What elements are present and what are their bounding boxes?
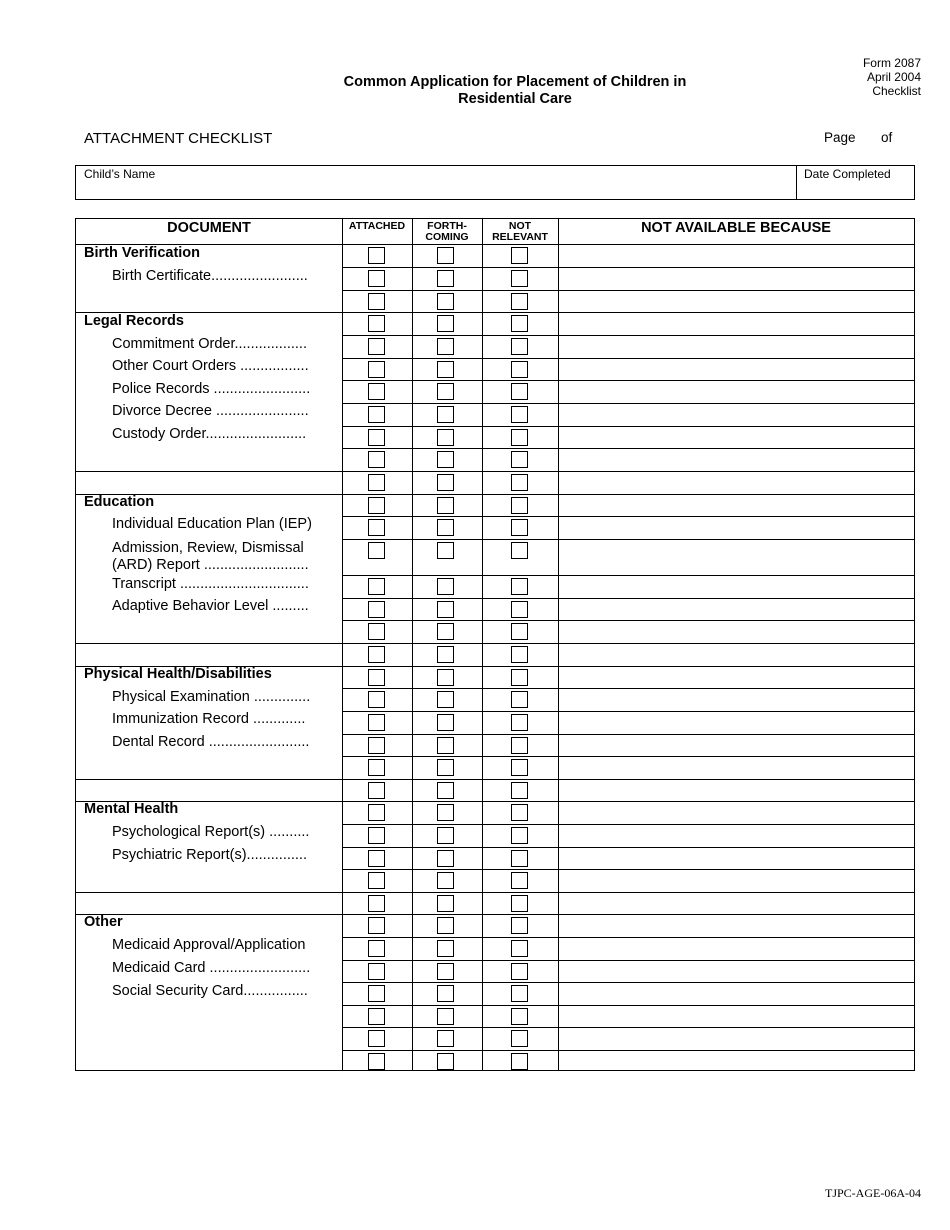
document-item: Dental Record ......................... (112, 734, 310, 750)
header-attached: ATTACHED (348, 220, 406, 232)
document-item: Commitment Order.................. (112, 336, 307, 352)
document-item: (ARD) Report .......................... (112, 557, 309, 573)
not-available-reason-field[interactable] (559, 359, 914, 379)
forthcoming-checkbox[interactable] (437, 1030, 454, 1047)
attached-checkbox[interactable] (368, 623, 385, 640)
document-item: Other Court Orders ................. (112, 358, 309, 374)
attached-checkbox[interactable] (368, 917, 385, 934)
not-available-reason-field[interactable] (559, 449, 914, 469)
not-available-reason-field[interactable] (559, 404, 914, 424)
not-available-reason-field[interactable] (559, 621, 914, 641)
attached-checkbox[interactable] (368, 1053, 385, 1070)
not-available-reason-field[interactable] (559, 780, 914, 800)
attached-checkbox[interactable] (368, 338, 385, 355)
not-available-reason-field[interactable] (559, 540, 914, 560)
attached-checkbox[interactable] (368, 1030, 385, 1047)
document-item: Psychiatric Report(s)............... (112, 847, 307, 863)
header-document: DOCUMENT (167, 220, 251, 236)
document-item: Adaptive Behavior Level ......... (112, 598, 309, 614)
not-available-reason-field[interactable] (559, 472, 914, 492)
not-relevant-checkbox[interactable] (511, 247, 528, 264)
header-not-relevant-line2: RELEVANT (492, 231, 548, 243)
not-available-reason-field[interactable] (559, 712, 914, 732)
document-item: Medicaid Card ......................... (112, 960, 311, 976)
document-item: Social Security Card................ (112, 983, 308, 999)
attached-checkbox[interactable] (368, 519, 385, 536)
not-available-reason-field[interactable] (559, 336, 914, 356)
checklist-title: ATTACHMENT CHECKLIST (84, 130, 273, 147)
attached-checkbox[interactable] (368, 759, 385, 776)
child-name-field[interactable]: Child’s Name (84, 167, 156, 181)
document-item: Divorce Decree ....................... (112, 403, 309, 419)
not-relevant-checkbox[interactable] (511, 601, 528, 618)
not-available-reason-field[interactable] (559, 735, 914, 755)
header-not-available-because: NOT AVAILABLE BECAUSE (641, 220, 831, 236)
attached-checkbox[interactable] (368, 782, 385, 799)
forthcoming-checkbox[interactable] (437, 646, 454, 663)
not-available-reason-field[interactable] (559, 915, 914, 935)
forthcoming-checkbox[interactable] (437, 737, 454, 754)
not-relevant-checkbox[interactable] (511, 1008, 528, 1025)
attached-checkbox[interactable] (368, 474, 385, 491)
not-available-reason-field[interactable] (559, 1051, 914, 1071)
section-title: Physical Health/Disabilities (84, 666, 272, 682)
header-forthcoming-line2: COMING (425, 231, 469, 243)
not-available-reason-field[interactable] (559, 667, 914, 687)
header-not-relevant-line1: NOT (508, 220, 532, 232)
attached-checkbox[interactable] (368, 940, 385, 957)
of-label: of (881, 130, 893, 145)
document-item: Birth Certificate........................ (112, 268, 308, 284)
attached-checkbox[interactable] (368, 872, 385, 889)
page-title (265, 74, 765, 108)
document-item: Individual Education Plan (IEP) (112, 516, 312, 532)
forthcoming-checkbox[interactable] (437, 383, 454, 400)
not-available-reason-field[interactable] (559, 517, 914, 537)
not-relevant-checkbox[interactable] (511, 623, 528, 640)
forthcoming-checkbox[interactable] (437, 1053, 454, 1070)
document-item: Police Records ........................ (112, 381, 311, 397)
not-relevant-checkbox[interactable] (511, 406, 528, 423)
not-relevant-checkbox[interactable] (511, 714, 528, 731)
forthcoming-checkbox[interactable] (437, 293, 454, 310)
forthcoming-checkbox[interactable] (437, 578, 454, 595)
not-available-reason-field[interactable] (559, 938, 914, 958)
not-relevant-checkbox[interactable] (511, 917, 528, 934)
not-relevant-checkbox[interactable] (511, 759, 528, 776)
attached-checkbox[interactable] (368, 601, 385, 618)
attached-checkbox[interactable] (368, 361, 385, 378)
not-relevant-checkbox[interactable] (511, 383, 528, 400)
not-relevant-checkbox[interactable] (511, 338, 528, 355)
not-available-reason-field[interactable] (559, 825, 914, 845)
attached-checkbox[interactable] (368, 827, 385, 844)
not-available-reason-field[interactable] (559, 313, 914, 333)
child-info-box (75, 165, 915, 200)
page-label: Page (824, 130, 856, 145)
attached-checkbox[interactable] (368, 895, 385, 912)
not-relevant-checkbox[interactable] (511, 1030, 528, 1047)
section-title: Education (84, 494, 155, 510)
forthcoming-checkbox[interactable] (437, 985, 454, 1002)
attached-checkbox[interactable] (368, 497, 385, 514)
not-available-reason-field[interactable] (559, 757, 914, 777)
not-relevant-checkbox[interactable] (511, 361, 528, 378)
not-relevant-checkbox[interactable] (511, 474, 528, 491)
document-item: Immunization Record ............. (112, 711, 306, 727)
not-relevant-checkbox[interactable] (511, 940, 528, 957)
title-line-1: Common Application for Placement of Children in (343, 74, 687, 90)
attached-checkbox[interactable] (368, 383, 385, 400)
not-available-reason-field[interactable] (559, 983, 914, 1003)
not-available-reason-field[interactable] (559, 848, 914, 868)
not-relevant-checkbox[interactable] (511, 578, 528, 595)
forthcoming-checkbox[interactable] (437, 361, 454, 378)
forthcoming-checkbox[interactable] (437, 623, 454, 640)
not-available-reason-field[interactable] (559, 1006, 914, 1026)
section-title: Mental Health (84, 801, 179, 817)
not-available-reason-field[interactable] (559, 245, 914, 265)
document-item: Medicaid Approval/Application (112, 937, 306, 953)
header-not-relevant (482, 221, 558, 243)
forthcoming-checkbox[interactable] (437, 804, 454, 821)
document-item: Admission, Review, Dismissal (112, 540, 304, 556)
not-available-reason-field[interactable] (559, 576, 914, 596)
not-relevant-checkbox[interactable] (511, 646, 528, 663)
attached-checkbox[interactable] (368, 406, 385, 423)
header-forthcoming (412, 221, 482, 243)
forthcoming-checkbox[interactable] (437, 850, 454, 867)
forthcoming-checkbox[interactable] (437, 917, 454, 934)
not-relevant-checkbox[interactable] (511, 429, 528, 446)
form-date: April 2004 (866, 70, 921, 84)
not-available-reason-field[interactable] (559, 291, 914, 311)
forthcoming-checkbox[interactable] (437, 338, 454, 355)
attached-checkbox[interactable] (368, 669, 385, 686)
not-available-reason-field[interactable] (559, 802, 914, 822)
form-number: Form 2087 (862, 56, 921, 70)
forthcoming-checkbox[interactable] (437, 451, 454, 468)
document-item: Physical Examination .............. (112, 689, 311, 705)
not-relevant-checkbox[interactable] (511, 737, 528, 754)
forthcoming-checkbox[interactable] (437, 601, 454, 618)
attached-checkbox[interactable] (368, 646, 385, 663)
attached-checkbox[interactable] (368, 542, 385, 559)
attached-checkbox[interactable] (368, 691, 385, 708)
forthcoming-checkbox[interactable] (437, 519, 454, 536)
header-forthcoming-line1: FORTH- (427, 220, 467, 232)
not-relevant-checkbox[interactable] (511, 293, 528, 310)
not-relevant-checkbox[interactable] (511, 872, 528, 889)
not-relevant-checkbox[interactable] (511, 782, 528, 799)
forthcoming-checkbox[interactable] (437, 247, 454, 264)
not-available-reason-field[interactable] (559, 427, 914, 447)
column-divider (482, 219, 483, 1070)
not-available-reason-field[interactable] (559, 1028, 914, 1048)
attached-checkbox[interactable] (368, 270, 385, 287)
form-identifier (863, 56, 921, 98)
column-divider (412, 219, 413, 1070)
attached-checkbox[interactable] (368, 850, 385, 867)
attached-checkbox[interactable] (368, 293, 385, 310)
not-available-reason-field[interactable] (559, 689, 914, 709)
forthcoming-checkbox[interactable] (437, 429, 454, 446)
attached-checkbox[interactable] (368, 451, 385, 468)
attached-checkbox[interactable] (368, 247, 385, 264)
title-line-2: Residential Care (458, 91, 572, 107)
not-relevant-checkbox[interactable] (511, 270, 528, 287)
forthcoming-checkbox[interactable] (437, 782, 454, 799)
forthcoming-checkbox[interactable] (437, 497, 454, 514)
forthcoming-checkbox[interactable] (437, 872, 454, 889)
attached-checkbox[interactable] (368, 963, 385, 980)
forthcoming-checkbox[interactable] (437, 315, 454, 332)
not-relevant-checkbox[interactable] (511, 451, 528, 468)
attached-checkbox[interactable] (368, 804, 385, 821)
forthcoming-checkbox[interactable] (437, 1008, 454, 1025)
forthcoming-checkbox[interactable] (437, 895, 454, 912)
not-relevant-checkbox[interactable] (511, 850, 528, 867)
attachment-checklist-table (75, 218, 915, 1071)
forthcoming-checkbox[interactable] (437, 940, 454, 957)
not-relevant-checkbox[interactable] (511, 691, 528, 708)
attached-checkbox[interactable] (368, 737, 385, 754)
section-title: Legal Records (84, 313, 184, 329)
not-relevant-checkbox[interactable] (511, 963, 528, 980)
name-date-divider (796, 166, 797, 199)
column-divider (342, 219, 343, 1070)
date-completed-field[interactable]: Date Completed (804, 167, 891, 181)
forthcoming-checkbox[interactable] (437, 759, 454, 776)
not-relevant-checkbox[interactable] (511, 519, 528, 536)
not-relevant-checkbox[interactable] (511, 1053, 528, 1070)
forthcoming-checkbox[interactable] (437, 270, 454, 287)
not-relevant-checkbox[interactable] (511, 669, 528, 686)
document-item: Custody Order......................... (112, 426, 307, 442)
not-relevant-checkbox[interactable] (511, 895, 528, 912)
not-available-reason-field[interactable] (559, 870, 914, 890)
not-available-reason-field[interactable] (559, 644, 914, 664)
forthcoming-checkbox[interactable] (437, 406, 454, 423)
not-relevant-checkbox[interactable] (511, 497, 528, 514)
footer-code: TJPC-AGE-06A-04 (825, 1186, 921, 1200)
document-item: Psychological Report(s) .......... (112, 824, 310, 840)
not-available-reason-field[interactable] (559, 268, 914, 288)
not-relevant-checkbox[interactable] (511, 804, 528, 821)
forthcoming-checkbox[interactable] (437, 474, 454, 491)
not-available-reason-field[interactable] (559, 495, 914, 515)
attached-checkbox[interactable] (368, 985, 385, 1002)
attached-checkbox[interactable] (368, 1008, 385, 1025)
attached-checkbox[interactable] (368, 714, 385, 731)
not-available-reason-field[interactable] (559, 893, 914, 913)
attached-checkbox[interactable] (368, 578, 385, 595)
forthcoming-checkbox[interactable] (437, 827, 454, 844)
not-relevant-checkbox[interactable] (511, 315, 528, 332)
not-available-reason-field[interactable] (559, 599, 914, 619)
not-available-reason-field[interactable] (559, 381, 914, 401)
not-available-reason-field[interactable] (559, 961, 914, 981)
not-relevant-checkbox[interactable] (511, 985, 528, 1002)
attached-checkbox[interactable] (368, 315, 385, 332)
section-title: Other (84, 914, 123, 930)
attached-checkbox[interactable] (368, 429, 385, 446)
forthcoming-checkbox[interactable] (437, 963, 454, 980)
not-relevant-checkbox[interactable] (511, 827, 528, 844)
forthcoming-checkbox[interactable] (437, 714, 454, 731)
document-item: Transcript ................................ (112, 576, 309, 592)
form-type: Checklist (872, 84, 921, 98)
forthcoming-checkbox[interactable] (437, 691, 454, 708)
section-title: Birth Verification (84, 245, 201, 261)
not-relevant-checkbox[interactable] (511, 542, 528, 559)
forthcoming-checkbox[interactable] (437, 542, 454, 559)
forthcoming-checkbox[interactable] (437, 669, 454, 686)
